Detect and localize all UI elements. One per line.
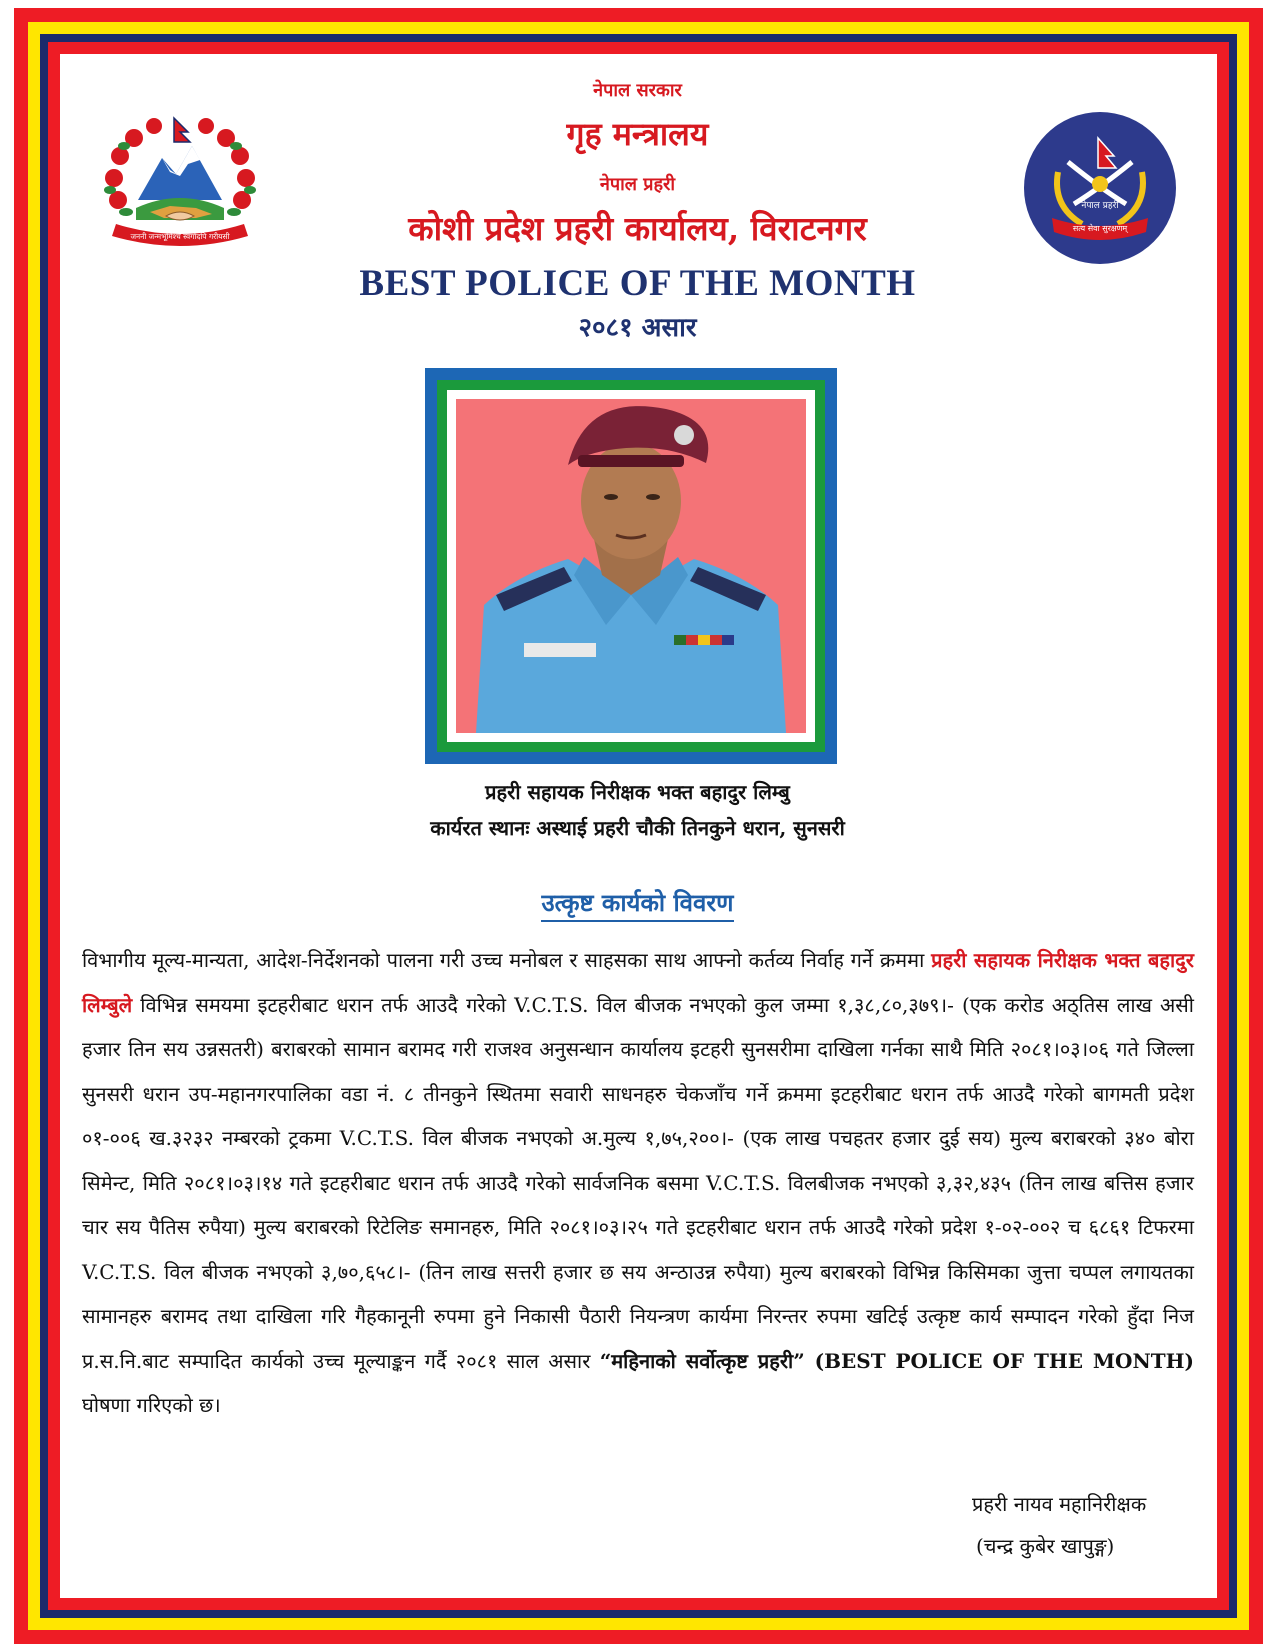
signatory-title: प्रहरी नायव महानिरीक्षक (972, 1492, 1147, 1516)
svg-text:जननी जन्मभूमिश्च स्वर्गादपि गर: जननी जन्मभूमिश्च स्वर्गादपि गरीयसी (130, 232, 230, 241)
award-title: BEST POLICE OF THE MONTH (359, 263, 916, 304)
svg-text:सत्य सेवा सुरक्षणम्: सत्य सेवा सुरक्षणम् (1072, 224, 1128, 233)
signatory-name: (चन्द्र कुबेर खापुङ्ग) (976, 1534, 1115, 1558)
officer-portrait-photo (456, 399, 806, 733)
citation-text-3: घोषणा गरिएको छ। (82, 1393, 221, 1417)
header-government: नेपाल सरकार (593, 80, 682, 101)
officer-location-caption: कार्यरत स्थानः अस्थाई प्रहरी चौकी तिनकुने धरान, सुनसरी (430, 816, 845, 840)
section-title (0, 886, 1275, 919)
citation-paragraph (82, 938, 1194, 1428)
header-office: कोशी प्रदेश प्रहरी कार्यालय, विराटनगर (408, 209, 867, 248)
section-title-text: उत्कृष्ट कार्यको विवरण (541, 888, 733, 922)
citation-text-1: विभागीय मूल्य-मान्यता, आदेश-निर्देशनको पालना गरी उच्च मनोबल र साहसका साथ आफ्नो कर्तव्य निर्वाह गर्ने क्रममा (82, 948, 932, 972)
header-ministry: गृह मन्त्रालय (566, 115, 709, 153)
svg-text:नेपाल प्रहरी: नेपाल प्रहरी (1081, 201, 1119, 211)
officer-name-caption: प्रहरी सहायक निरीक्षक भक्त बहादुर लिम्बु (485, 780, 790, 804)
award-month: २०८१ असार (578, 313, 697, 343)
citation-officer-highlight: प्रहरी सहायक निरीक्षक भक्त बहादुर लिम्बुले (82, 948, 1194, 1017)
citation-text-2: विभिन्न समयमा इटहरीबाट धरान तर्फ आउदै गरेको V.C.T.S. विल बीजक नभएको कुल जम्मा १,३८,८०,३७९।- (एक करोड अठ्तिस लाख असी हजार तिन सय उन्नसतरी) बराबरको सामान बरामद गरी राजश्व अनुसन्धान कार्यालय इटहरी सुनसरीमा दाखिला गर्नका साथै मिति २०८१।०३।०६ गते जिल्ला सुनसरी धरान उप-महानगरपालिका वडा नं. ८ तीनकुने स्थितमा सवारी साधनहरु चेकजाँच गर्ने क्रममा इटहरीबाट धरान तर्फ आउदै गरेको बागमती प्रदेश ०१-००६ ख.३२३२ नम्बरको ट्रकमा V.C.T.S. विल बीजक नभएको अ.मुल्य १,७५,२००।- (एक लाख पचहतर हजार दुई सय) मुल्य बराबरको ३४० बोरा सिमेन्ट, मिति २०८१।०३।१४ गते इटहरीबाट धरान तर्फ आउदै गरेको सार्वजनिक बसमा V.C.T.S. विलबीजक नभएको ३,३२,४३५ (तिन लाख बत्तिस हजार चार सय पैतिस रुपैया) मुल्य बराबरको रिटेलिङ समानहरु, मिति २०८१।०३।२५ गते इटहरीबाट धरान तर्फ आउदै गरेको प्रदेश १-०२-००२ च ६८६१ टिफरमा V.C.T.S. विल बीजक नभएको ३,७०,६५८।- (तिन लाख सत्तरी हजार छ सय अन्ठाउन्न रुपैया) मुल्य बराबरको विभिन्न किसिमका जुत्ता चप्पल लगायतका सामानहरु बरामद तथा दाखिला गरि गैहकानूनी रुपमा हुने निकासी पैठारी नियन्त्रण कार्यमा निरन्तर रुपमा खटिई उत्कृष्ट कार्य सम्पादन गरेको हुँदा निज प्र.स.नि.बाट सम्पादित कार्यको उच्च मूल्याङ्कन गर्दै २०८१ साल असार (82, 992, 1194, 1373)
header-police: नेपाल प्रहरी (599, 174, 676, 195)
citation-award-quote: “महिनाको सर्वोत्कृष्ट प्रहरी” (BEST POLICE OF THE MONTH) (599, 1348, 1194, 1373)
